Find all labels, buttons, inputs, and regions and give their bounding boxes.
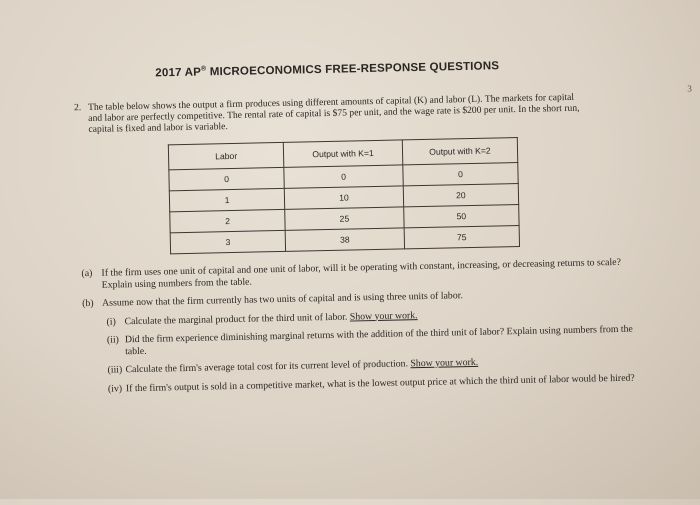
question-parts [81,256,644,402]
part-b-ii-label: (ii) [106,334,119,346]
heading-year: 2017 AP [155,66,202,80]
question-text: The table below shows the output a firm produces using different amounts of capital (K) and labor (L). The markets for capital and labor are perfectly competitive. The rental rate of capital is $75 per unit, and the wage rate is $200 per unit. In the short run, capital is fixed and labor is variable. [87,91,580,135]
part-b-ii-text: Did the firm experience diminishing marginal returns with the addition of the third unit of labor? Explain using numbers from the table. [124,323,633,357]
question-number: 2. [73,102,82,114]
production-table [168,137,520,254]
table-cell: 75 [404,225,520,248]
part-b-iii-label: (iii) [107,364,123,376]
table-cell: 25 [285,207,404,230]
part-b-iv-label: (iv) [107,382,123,395]
part-b-ii [83,323,643,358]
part-a-text: If the firm uses one unit of capital and one unit of labor, will it be operating with constant, increasing, or decreasing returns to scale? Explain using numbers from the table. [101,256,622,291]
show-work-note: Show your work. [349,309,418,323]
part-b-i-text: Calculate the marginal product for the third unit of labor. [124,311,350,327]
column-header-output-k2: Output with K=2 [402,138,518,165]
heading-title: MICROECONOMICS FREE-RESPONSE QUESTIONS [209,60,500,79]
table-cell: 20 [403,184,519,207]
table-cell: 0 [403,163,519,186]
part-a [81,256,641,291]
page-edge-mark: 3 [687,83,692,94]
table-cell: 50 [403,205,519,228]
page-heading [155,58,555,79]
column-header-output-k1: Output with K=1 [283,140,402,167]
table-cell: 3 [170,230,286,253]
table-cell: 1 [169,188,285,211]
registered-mark: ® [200,65,207,73]
table-cell: 2 [170,209,286,232]
part-a-label: (a) [81,267,93,280]
part-b-i-label: (i) [106,315,116,328]
part-b-label: (b) [82,297,94,310]
table-cell: 0 [284,165,403,188]
table-cell: 10 [284,186,403,209]
part-b-iv-text: If the firm's output is sold in a competitive market, what is the lowest output price at which the third unit of labor would be hired? [125,372,635,394]
column-header-labor: Labor [168,142,284,169]
show-work-note: Show your work. [410,356,479,370]
table-cell: 0 [169,167,285,190]
part-b-iv [84,372,644,395]
part-b-iii-text: Calculate the firm's average total cost for its current level of production. [125,358,411,376]
table-cell: 38 [285,228,404,251]
question-intro [74,92,590,136]
part-b-text: Assume now that the firm currently has two units of capital and is using three units of labor. [102,290,463,309]
